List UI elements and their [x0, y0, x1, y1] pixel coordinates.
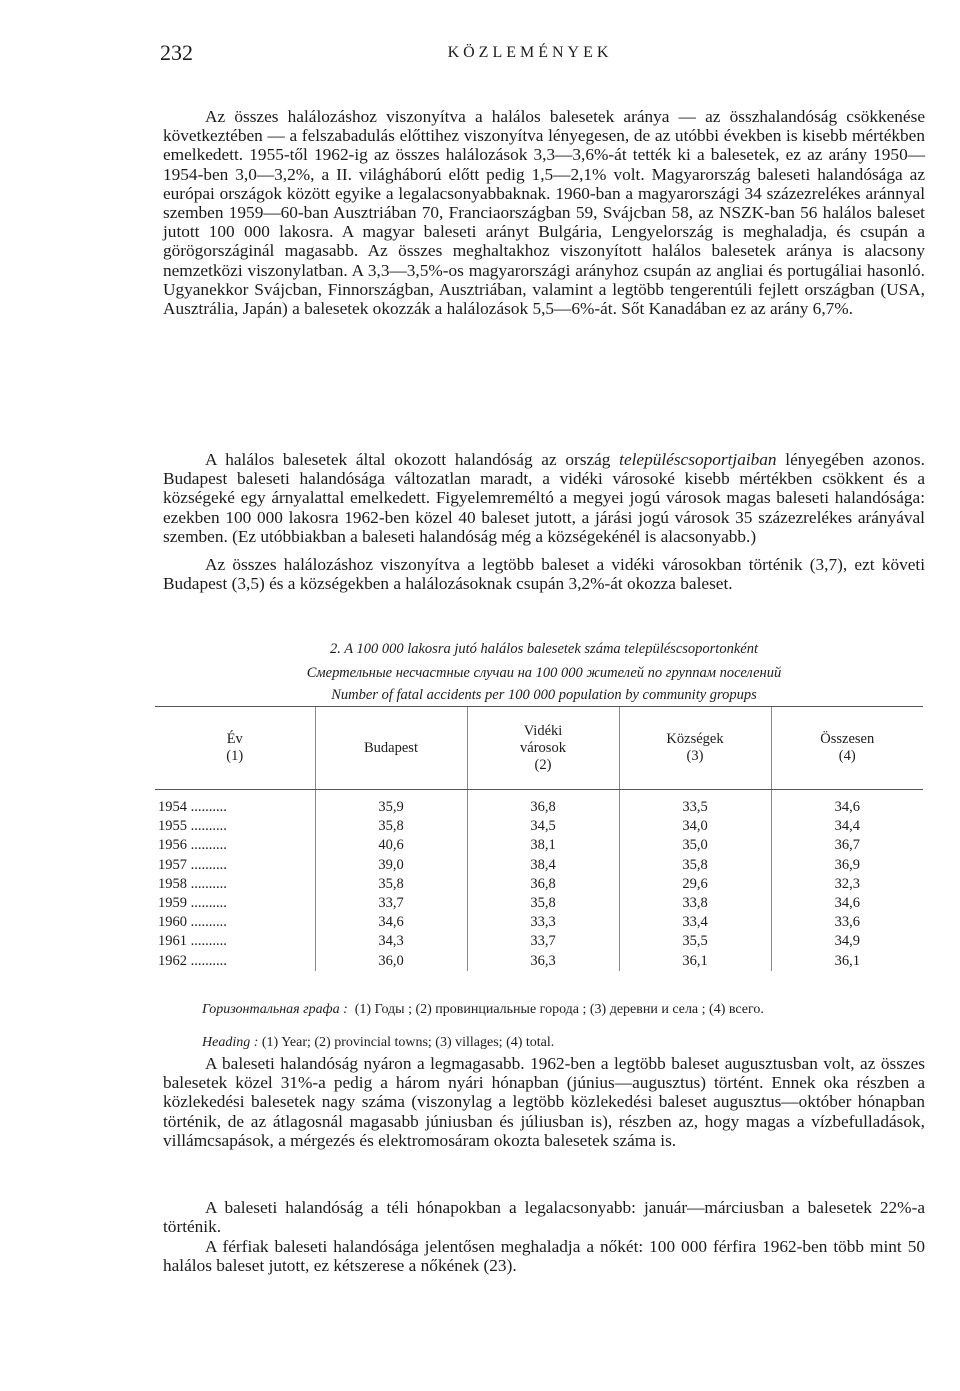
body-paragraph: A férfiak baleseti halandósága jelentősen meghaladja a nőkét: 100 000 férfira 1962-ben több mint 50 halálos baleset jutott, ez kétszerese a nőkének (23).	[163, 1237, 925, 1276]
cell-villages: 35,8	[619, 856, 771, 875]
cell-budapest: 33,7	[315, 894, 467, 913]
table-row	[155, 836, 923, 855]
body-paragraph: Az összes halálozáshoz viszonyítva a halálos balesetek aránya — az összhalandóság csökkenése következtében — a felszabadulás előttihez viszonyítva lényegesen, de az utóbbi években is kisebb mértékben emelkedett. 1955-től 1962-ig az összes halálozások 3,3—3,6%-át tették ki a balesetek, ez az arány 1950—1954-ben 3,0—3,2%, a II. világháború előtt pedig 1,5—2,1% volt. Magyarország baleseti halandósága az európai országok között egyike a legalacsonyabbaknak. 1960-ban a magyarországi 34 százezrelékes aránnyal szemben 1959—60-ban Ausztriában 70, Franciaországban 59, Svájcban 58, az NSZK-ban 56 halálos baleset jutott 100 000 lakosra. A magyar baleseti arányt Bulgária, Lengyelország is meghaladja, és csupán a görögországinál magasabb. Az összes meghaltakhoz viszonyított halálos balesetek aránya is alacsony nemzetközi viszonylatban. A 3,3—3,5%-os magyarországi arányhoz csupán az angliai és portugáliai hasonló. Ugyanekkor Svájcban, Finnországban, Ausztriában, valamint a legtöbb tengerentúli fejlett országban (USA, Ausztrália, Japán) a balesetek okozzák a halálozások 5,5—6%-át. Sőt Kanadában ez az arány 6,7%.	[163, 107, 925, 319]
cell-total: 34,9	[771, 932, 923, 951]
cell-year: 1962 ..........	[158, 952, 227, 969]
table-row	[155, 856, 923, 875]
cell-villages: 35,0	[619, 836, 771, 855]
note-label: Горизонтальная графа :	[202, 1002, 348, 1017]
table-row	[155, 790, 923, 818]
cell-villages: 34,0	[619, 817, 771, 836]
dot-leader: ..........	[190, 799, 227, 816]
cell-year: 1955 ..........	[158, 818, 227, 835]
cell-provincial-towns: 36,3	[467, 952, 619, 971]
paragraph-body: Budapest baleseti halandósága változatlan maradt, a vidéki városoké kisebb mértékben csökkent és a községeké egy árnyalattal emelkedett. Figyelemreméltó a megyei jogú városok magas baleseti halandósága: ezekben 100 000 lakosra 1962-ben közel 40 baleset jutott, a járási jogú városok 35 százezrelékes arányával szemben. (Ez utóbbiakban a baleseti halandóság még a községekénél is alacsonyabb.)	[163, 469, 925, 546]
cell-provincial-towns: 34,5	[467, 817, 619, 836]
cell-villages: 35,5	[619, 932, 771, 951]
column-header-total: Összesen (4)	[771, 707, 923, 790]
dot-leader: ..........	[190, 837, 227, 854]
cell-year: 1961 ..........	[158, 933, 227, 950]
cell-year: 1960 ..........	[158, 914, 227, 931]
table-note-english	[155, 1034, 960, 1051]
fatal-accidents-table	[155, 706, 923, 971]
dot-leader: ..........	[190, 933, 227, 950]
column-header-provincial-towns: Vidéki városok (2)	[467, 707, 619, 790]
dot-leader: ..........	[190, 856, 227, 873]
note-text: (1) Year; (2) provincial towns; (3) villages; (4) total.	[261, 1035, 555, 1050]
table-header-row	[155, 707, 923, 790]
cell-year: 1954 ..........	[158, 799, 227, 816]
body-paragraph	[163, 450, 925, 546]
cell-year: 1956 ..........	[158, 837, 227, 854]
table-row	[155, 913, 923, 932]
cell-total: 34,6	[771, 790, 923, 818]
note-text: (1) Годы ; (2) провинциальные города ; (3) деревни и села ; (4) всего.	[354, 1002, 764, 1017]
cell-total: 33,6	[771, 913, 923, 932]
body-paragraph: A baleseti halandóság nyáron a legmagasabb. 1962-ben a legtöbb baleset augusztusban volt, az összes balesetek közel 31%-a pedig a három nyári hónapban (június—augusztus) történt. Ennek oka részben a közlekedési balesetek nagy száma (viszonylag a legtöbb közlekedési baleset augusztus—október hónapban történik, de az átlagosnál magasabb júniusban és júliusban is), részben az, hogy magas a vízbefulladások, villámcsapások, a mérgezés és elektromosáram okozta balesetek száma is.	[163, 1054, 925, 1150]
cell-total: 36,7	[771, 836, 923, 855]
table-row	[155, 817, 923, 836]
cell-budapest: 34,3	[315, 932, 467, 951]
column-header-year: Év (1)	[155, 707, 315, 790]
cell-provincial-towns: 38,4	[467, 856, 619, 875]
cell-year: 1957 ..........	[158, 856, 227, 873]
cell-provincial-towns: 36,8	[467, 875, 619, 894]
note-label: Heading :	[202, 1035, 259, 1050]
body-paragraph: Az összes halálozáshoz viszonyítva a legtöbb baleset a vidéki városokban történik (3,7), ezt követi Budapest (3,5) és a községekben a halálozásoknak csupán 3,2%-át okozza baleset.	[163, 555, 925, 594]
cell-year: 1958 ..........	[158, 875, 227, 892]
cell-provincial-towns: 33,7	[467, 932, 619, 951]
table-row	[155, 952, 923, 971]
page-number: 232	[160, 40, 193, 65]
cell-villages: 33,4	[619, 913, 771, 932]
cell-villages: 33,5	[619, 790, 771, 818]
cell-budapest: 35,9	[315, 790, 467, 818]
paragraph-lead: A halálos balesetek által okozott halandóság az ország	[205, 450, 611, 469]
cell-budapest: 34,6	[315, 913, 467, 932]
cell-provincial-towns: 36,8	[467, 790, 619, 818]
cell-provincial-towns: 35,8	[467, 894, 619, 913]
table-row	[155, 932, 923, 951]
cell-provincial-towns: 38,1	[467, 836, 619, 855]
cell-budapest: 35,8	[315, 875, 467, 894]
dot-leader: ..........	[190, 895, 227, 912]
paragraph-tail: lényegében azonos.	[785, 450, 925, 469]
cell-budapest: 35,8	[315, 817, 467, 836]
cell-budapest: 36,0	[315, 952, 467, 971]
cell-villages: 36,1	[619, 952, 771, 971]
column-header-budapest: Budapest	[315, 707, 467, 790]
cell-budapest: 40,6	[315, 836, 467, 855]
table-caption-english: Number of fatal accidents per 100 000 population by community gropups	[331, 687, 757, 703]
table-caption-hungarian: 2. A 100 000 lakosra jutó halálos balesetek száma településcsoportonként	[330, 641, 758, 657]
cell-total: 34,4	[771, 817, 923, 836]
cell-budapest: 39,0	[315, 856, 467, 875]
cell-total: 36,1	[771, 952, 923, 971]
running-title: KÖZLEMÉNYEK	[447, 44, 613, 61]
cell-year: 1959 ..........	[158, 895, 227, 912]
cell-provincial-towns: 33,3	[467, 913, 619, 932]
table-row	[155, 875, 923, 894]
body-paragraph: A baleseti halandóság a téli hónapokban a legalacsonyabb: január—márciusban a balesetek 22%-a történik.	[163, 1198, 925, 1237]
table-caption-russian: Смертельные несчастные случаи на 100 000 жителей по группам поселений	[306, 665, 782, 681]
emphasized-term: településcsoportjaiban	[619, 450, 777, 469]
cell-total: 36,9	[771, 856, 923, 875]
column-header-villages: Községek (3)	[619, 707, 771, 790]
dot-leader: ..........	[190, 875, 227, 892]
table-body	[155, 790, 923, 971]
table-row	[155, 894, 923, 913]
page-header	[160, 40, 900, 74]
cell-villages: 33,8	[619, 894, 771, 913]
dot-leader: ..........	[190, 952, 227, 969]
table-note-russian	[155, 1001, 923, 1018]
cell-total: 34,6	[771, 894, 923, 913]
dot-leader: ..........	[190, 914, 227, 931]
dot-leader: ..........	[190, 818, 227, 835]
cell-villages: 29,6	[619, 875, 771, 894]
cell-total: 32,3	[771, 875, 923, 894]
